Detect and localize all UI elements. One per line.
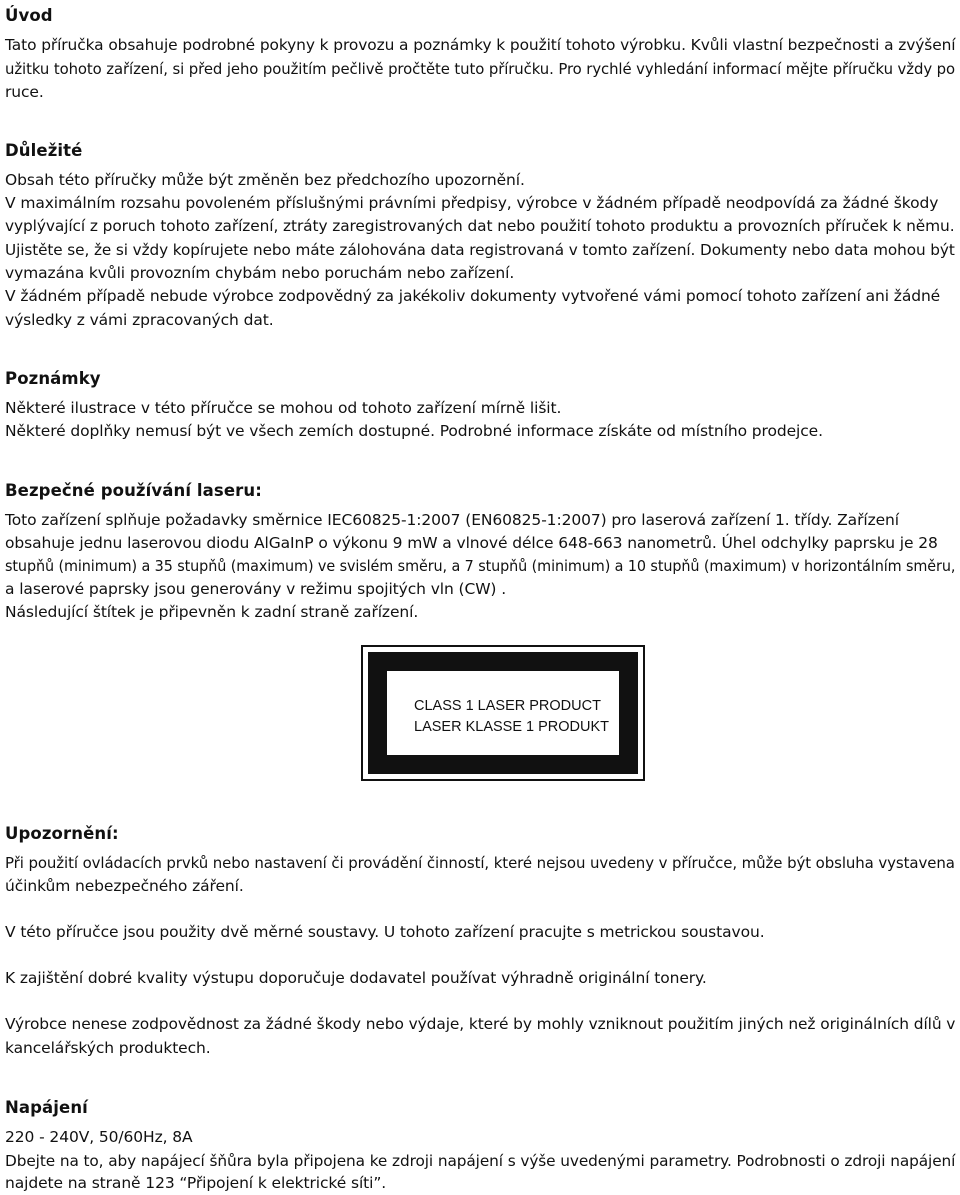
section-heading-laser: Bezpečné používání laseru:	[5, 481, 262, 500]
important-line: výsledky z vámi zpracovaných dat.	[5, 311, 274, 329]
section-heading-important: Důležité	[5, 141, 83, 160]
caution-line: Při použití ovládacích prvků nebo nastavení či provádění činností, které nejsou uvedeny v příručce, může být obsluha vystavena	[5, 854, 955, 872]
caution-line: účinkům nebezpečného záření.	[5, 877, 244, 895]
important-line: V žádném případě nebude výrobce zodpovědný za jakékoliv dokumenty vytvořené vámi pomocí tohoto zařízení ani žádné	[5, 287, 941, 305]
laser-label-line-1: CLASS 1 LASER PRODUCT	[414, 698, 601, 714]
important-line: vymazána kvůli provozním chybám nebo poruchám nebo zařízení.	[5, 264, 515, 282]
notes-line: Některé doplňky nemusí být ve všech zemích dostupné. Podrobné informace získáte od místního prodejce.	[5, 422, 823, 440]
laser-line: stupňů (minimum) a 35 stupňů (maximum) ve svislém směru, a 7 stupňů (minimum) a 10 stupňů (maximum) v horizontálním směru,	[5, 557, 956, 575]
section-heading-notes: Poznámky	[5, 369, 101, 388]
power-line: najdete na straně 123 “Připojení k elektrické síti”.	[5, 1174, 387, 1192]
laser-line: obsahuje jednu laserovou diodu AlGaInP o výkonu 9 mW a vlnové délce 648-663 nanometrů. Úhel odchylky paprsku je 28	[5, 534, 938, 552]
section-heading-power: Napájení	[5, 1098, 88, 1117]
power-line: 220 - 240V, 50/60Hz, 8A	[5, 1128, 193, 1146]
important-line: Ujistěte se, že si vždy kopírujete nebo máte zálohována data registrovaná v tomto zařízení. Dokumenty nebo data mohou být	[5, 241, 955, 259]
laser-line: Následující štítek je připevněn k zadní straně zařízení.	[5, 603, 419, 621]
laser-label-line-2: LASER KLASSE 1 PRODUKT	[414, 719, 610, 735]
laser-class-label	[361, 645, 645, 781]
intro-line: Tato příručka obsahuje podrobné pokyny k provozu a poznámky k použití tohoto výrobku. Kvůli vlastní bezpečnosti a zvýšení	[5, 36, 956, 54]
important-line: V maximálním rozsahu povoleném příslušnými právními předpisy, výrobce v žádném případě neodpovídá za žádné škody	[5, 194, 939, 212]
notes-line: Některé ilustrace v této příručce se mohou od tohoto zařízení mírně lišit.	[5, 399, 562, 417]
section-heading-intro: Úvod	[5, 6, 53, 25]
caution-line: Výrobce nenese zodpovědnost za žádné škody nebo výdaje, které by mohly vzniknout použitím jiných než originálních dílů v	[5, 1015, 956, 1033]
intro-line: užitku tohoto zařízení, si před jeho použitím pečlivě pročtěte tuto příručku. Pro rychlé vyhledání informací mějte příručku vždy po	[5, 60, 956, 78]
intro-line: ruce.	[5, 83, 44, 101]
caution-line: K zajištění dobré kvality výstupu doporučuje dodavatel používat výhradně originální tonery.	[5, 969, 707, 987]
important-line: vyplývající z poruch tohoto zařízení, ztráty zaregistrovaných dat nebo použití tohoto produktu a provozních příruček k němu.	[5, 217, 955, 235]
caution-line: kancelářských produktech.	[5, 1039, 211, 1057]
important-line: Obsah této příručky může být změněn bez předchozího upozornění.	[5, 171, 525, 189]
laser-line: Toto zařízení splňuje požadavky směrnice IEC60825-1:2007 (EN60825-1:2007) pro laserová zařízení 1. třídy. Zařízení	[5, 511, 899, 529]
section-heading-caution: Upozornění:	[5, 824, 119, 843]
laser-line: a laserové paprsky jsou generovány v režimu spojitých vln (CW) .	[5, 580, 507, 598]
power-line: Dbejte na to, aby napájecí šňůra byla připojena ke zdroji napájení s výše uvedenými parametry. Podrobnosti o zdroji napájení	[5, 1152, 956, 1170]
caution-line: V této příručce jsou použity dvě měrné soustavy. U tohoto zařízení pracujte s metrickou soustavou.	[5, 923, 765, 941]
